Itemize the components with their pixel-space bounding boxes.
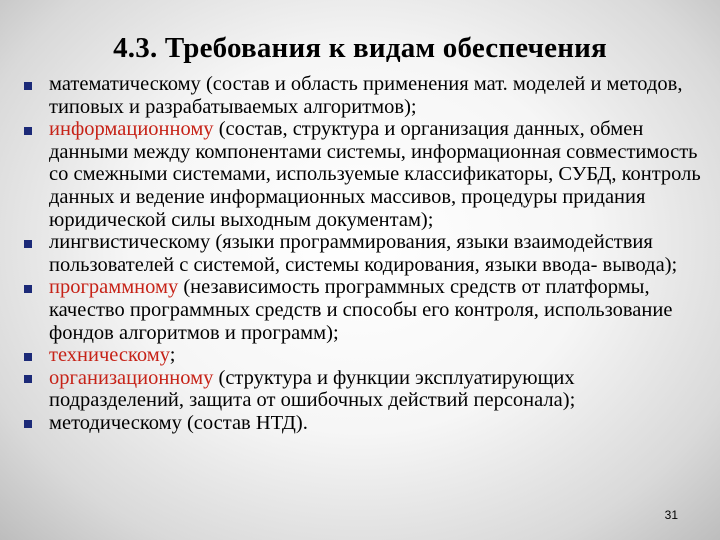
- item-keyword: информационному: [49, 118, 214, 141]
- requirements-list: [22, 73, 712, 435]
- item-text: (языки программирования, языки взаимодействия пользователей с системой, системы кодирования, языки ввода- вывода);: [49, 231, 678, 276]
- list-item-information: [22, 118, 712, 231]
- square-bullet-icon: [24, 420, 32, 428]
- list-item-technical: [22, 344, 712, 367]
- item-text: (структура и функции эксплуатирующих подразделений, защита от ошибочных действий персонала);: [49, 366, 576, 412]
- item-text: (состав и область применения мат. моделей и методов, типовых и разрабатываемых алгоритмов);: [49, 73, 683, 118]
- item-keyword: программному: [49, 276, 179, 299]
- square-bullet-icon: [24, 127, 32, 135]
- list-item-linguistic: [22, 231, 712, 276]
- square-bullet-icon: [24, 353, 32, 361]
- item-text: (состав, структура и организация данных, обмен данными между компонентами системы, информационная совместимость со смежными системами, используемые классификаторы, СУБД, контроль данных и ведение информационных массивов, процедуры придания юридической силы выходным документам);: [49, 118, 701, 231]
- item-keyword: методическому: [49, 411, 182, 434]
- slide-title: 4.3. Требования к видам обеспечения: [113, 32, 607, 64]
- square-bullet-icon: [24, 375, 32, 383]
- item-keyword: организационному: [49, 366, 214, 389]
- item-text: ;: [169, 344, 176, 367]
- list-item-software: [22, 276, 712, 344]
- item-keyword: лингвистическому: [49, 231, 211, 254]
- square-bullet-icon: [24, 82, 32, 90]
- square-bullet-icon: [24, 240, 32, 248]
- page-number: 31: [664, 508, 678, 522]
- list-item-methodical: [22, 412, 712, 435]
- item-keyword: техническому: [49, 344, 170, 367]
- list-item-mathematical: [22, 73, 712, 118]
- item-text: (состав НТД).: [181, 411, 308, 434]
- square-bullet-icon: [24, 285, 32, 293]
- item-text: (независимость программных средств от платформы, качество программных средств и способы его контроля, использование фондов алгоритмов и программ);: [49, 276, 673, 344]
- list-item-organizational: [22, 367, 712, 412]
- item-keyword: математическому: [49, 73, 201, 95]
